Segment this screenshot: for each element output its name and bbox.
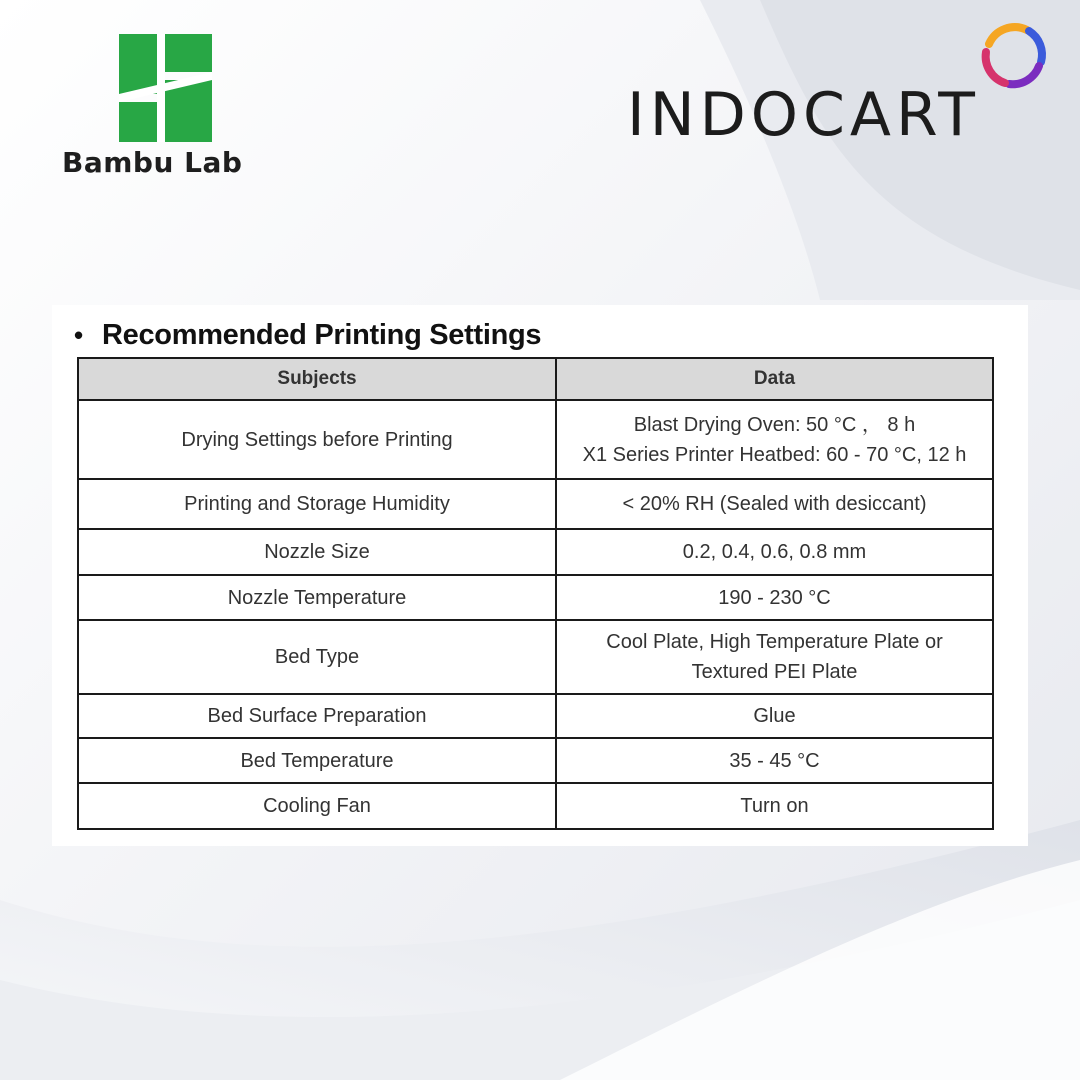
data-cell (556, 479, 993, 529)
data-line: Textured PEI Plate (691, 661, 858, 683)
table-row (78, 694, 993, 738)
data-cell (556, 738, 993, 783)
data-line: X1 Series Printer Heatbed: 60 - 70 °C, 12 h (582, 443, 967, 466)
data-line: Glue (753, 705, 796, 727)
table-row (78, 783, 993, 829)
header-data: Data (556, 358, 993, 400)
subject-cell: Drying Settings before Printing (78, 400, 556, 479)
indocart-logo (625, 18, 1055, 148)
data-cell (556, 400, 993, 479)
section-title: Recommended Printing Settings (102, 318, 542, 351)
settings-panel (52, 305, 1028, 846)
table-header-row (78, 358, 993, 400)
table-row (78, 620, 993, 694)
bambu-lab-mark-icon (119, 34, 212, 142)
data-line: < 20% RH (Sealed with desiccant) (622, 493, 927, 515)
bambu-lab-logo (62, 30, 272, 190)
section-heading (74, 315, 994, 355)
data-cell (556, 529, 993, 575)
data-line: Blast Drying Oven: 50 °C ， 8 h (633, 413, 916, 436)
bambu-lab-wordmark: Bambu Lab (62, 146, 243, 179)
subject-cell: Bed Temperature (78, 738, 556, 783)
table-row (78, 479, 993, 529)
header-subjects: Subjects (78, 358, 556, 400)
settings-table (77, 357, 994, 830)
data-cell (556, 783, 993, 829)
data-line: Turn on (740, 795, 809, 817)
table-row (78, 738, 993, 783)
subject-cell: Nozzle Temperature (78, 575, 556, 620)
data-cell (556, 694, 993, 738)
table-row (78, 529, 993, 575)
indocart-ring-icon (975, 18, 1051, 94)
data-line: 0.2, 0.4, 0.6, 0.8 mm (682, 541, 867, 563)
subject-cell: Printing and Storage Humidity (78, 479, 556, 529)
subject-cell: Nozzle Size (78, 529, 556, 575)
data-cell (556, 575, 993, 620)
data-cell (556, 620, 993, 694)
indocart-wordmark: INDOCART (627, 80, 980, 150)
subject-cell: Cooling Fan (78, 783, 556, 829)
subject-cell: Bed Type (78, 620, 556, 694)
data-line: 35 - 45 °C (729, 749, 820, 772)
table-row (78, 575, 993, 620)
data-line: 190 - 230 °C (718, 586, 831, 609)
table-row (78, 400, 993, 479)
subject-cell: Bed Surface Preparation (78, 694, 556, 738)
bullet-icon: • (74, 319, 84, 350)
data-line: Cool Plate, High Temperature Plate or (606, 631, 943, 653)
